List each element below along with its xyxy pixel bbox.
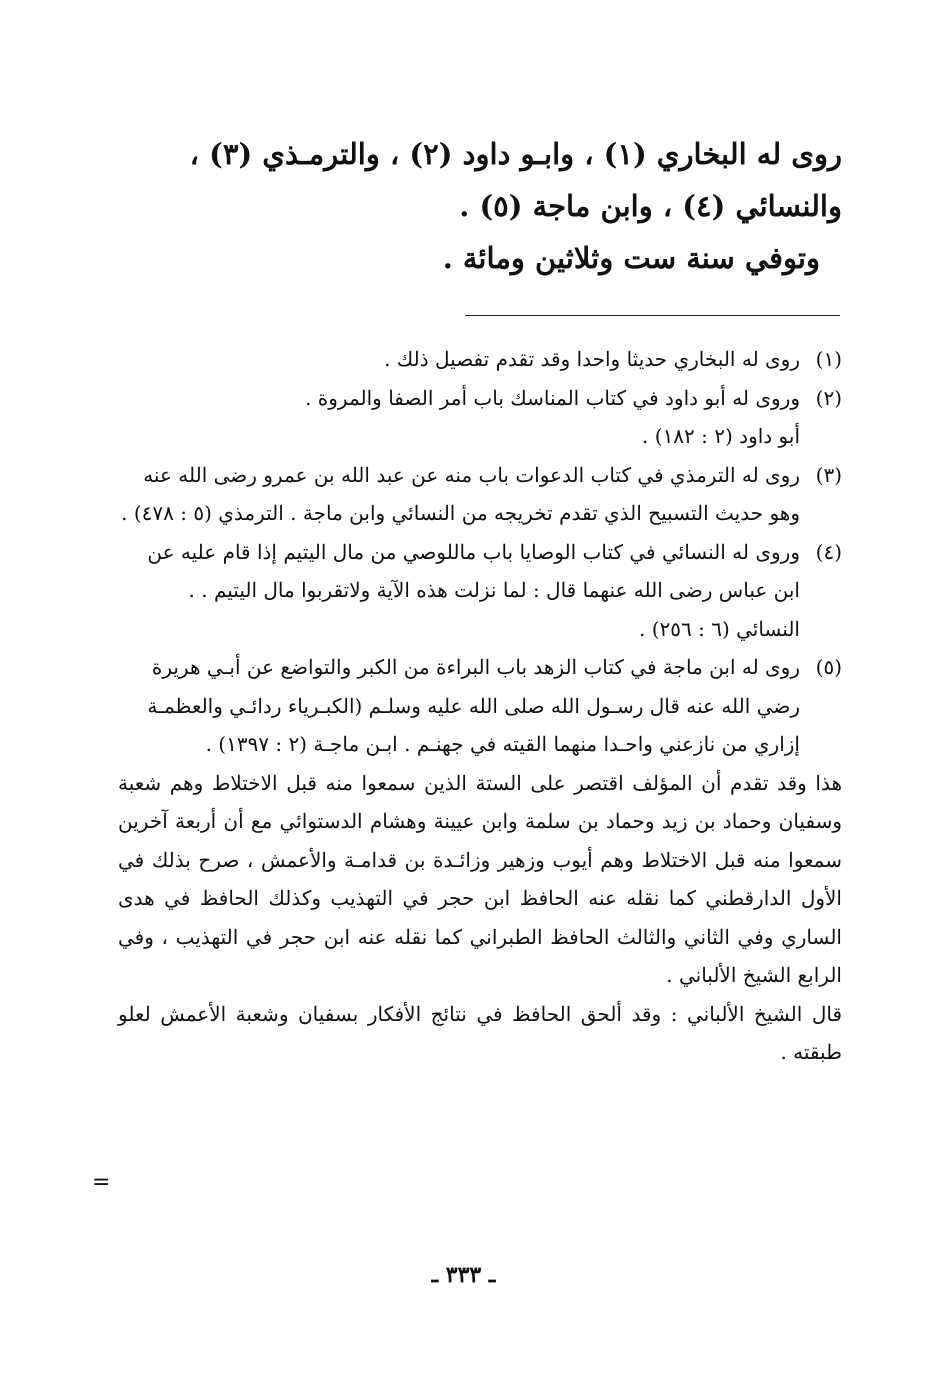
footnotes-section (118, 340, 842, 1072)
footnote-number: (٥) (815, 655, 842, 679)
commentary-paragraph-1: هذا وقد تقدم أن المؤلف اقتصر على الستة الذين سمعوا منه قبل الاختلاط وهم شعبة وسفيان وحماد بن زيد وحماد بن سلمة وابن عيينة وهشام الدستوائي مع أن أربعة آخرين سمعوا منه قبل الاختلاط وهم أيوب وزهير وزائـدة بن قدامـة والأعمش ، صرح بذلك في الأول الدارقطني كما نقله عنه الحافظ ابن حجر في التهذيب وكذلك الحافظ في هدى الساري وفي الثاني والثالث الحافظ الطبراني كما نقله عنه ابن حجر في التهذيب ، وفي الرابع الشيخ الألباني . (118, 770, 842, 987)
footnote-2 (118, 379, 842, 456)
footnote-text: وروى له أبو داود في كتاب المناسك باب أمر الصفا والمروة . (305, 385, 800, 410)
footnote-number: (٤) (815, 539, 842, 564)
footnote-separator (465, 315, 840, 316)
commentary-paragraph-2: قال الشيخ الألباني : وقد ألحق الحافظ في نتائج الأفكار بسفيان وشعبة الأعمش لعلو طبقته . (118, 1001, 842, 1064)
footnote-1 (118, 340, 842, 379)
footnote-text: روى له ابن ماجة في كتاب الزهد باب البراءة من الكبر والتواضع عن أبـي هريرة رضي الله عنه قال رسـول الله صلى الله عليه وسلـم (الكبـرياء ردائـي والعظمـة إزاري من نازعني واحـدا منهما القيته في جهنـم . ابـن ماجـة (٢ : ١٣٩٧) . (147, 655, 800, 756)
main-line-3: وتوفي سنة ست وثلاثين ومائة . (442, 241, 820, 275)
footnote-number: (٢) (815, 385, 842, 410)
footnote-ref: النسائي (٦ : ٢٥٦) . (639, 616, 800, 641)
footnote-text: روى له البخاري حديثا واحدا وقد تقدم تفصيل ذلك . (384, 347, 800, 371)
footnote-number: (٣) (815, 462, 842, 487)
footnote-5 (118, 648, 842, 764)
footnote-4 (118, 533, 842, 649)
page-number: ـ ٣٣٣ ـ (431, 1262, 496, 1288)
footnote-ref: أبو داود (٢ : ١٨٢) . (642, 424, 800, 448)
footnote-text: روى له الترمذي في كتاب الدعوات باب منه عن عبد الله بن عمرو رضى الله عنه وهو حديث التسبيح الذي تقدم تخريجه من النسائي وابن ماجة . الترمذي (٥ : ٤٧٨) . (121, 462, 800, 525)
footnote-3 (118, 456, 842, 533)
margin-mark: = (92, 1170, 111, 1195)
footnote-number: (١) (815, 347, 842, 371)
footnote-text: وروى له النسائي في كتاب الوصايا باب ماللوصي من مال اليتيم إذا قام عليه عن ابن عباس رضى الله عنهما قال : لما نزلت هذه الآية ولاتقربوا مال اليتيم . . (147, 539, 800, 602)
main-line-1: روى له البخاري (١) ، وابـو داود (٢) ، والترمـذي (٣) ، (189, 137, 842, 171)
main-line-2: والنسائي (٤) ، وابن ماجة (٥) . (459, 189, 842, 223)
main-text (122, 128, 842, 284)
